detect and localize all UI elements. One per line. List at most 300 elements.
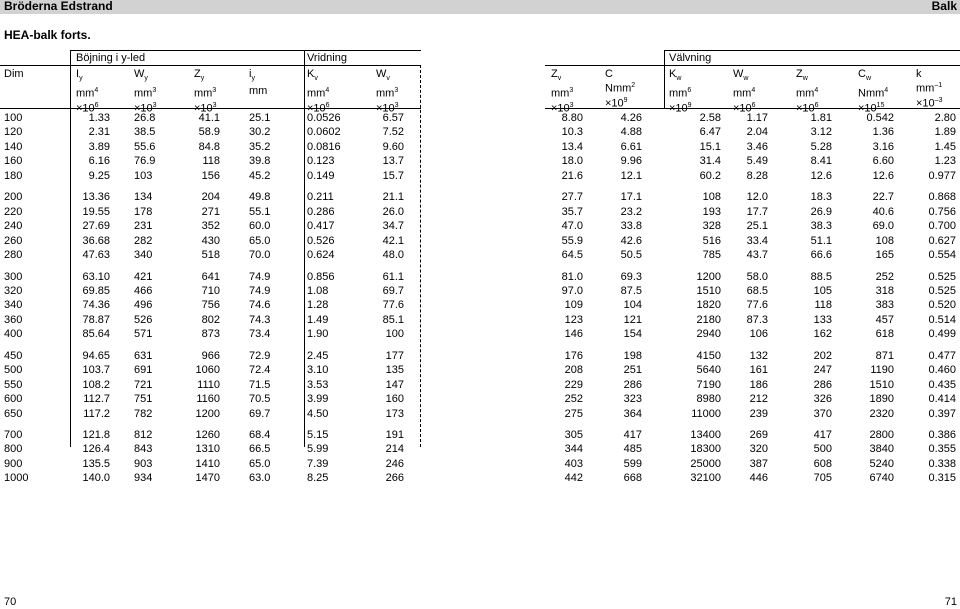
table-row	[0, 155, 960, 168]
table-cell: 108	[875, 235, 894, 247]
unit-text: mm	[194, 87, 213, 100]
table-cell: 286	[623, 379, 642, 391]
table-cell: 0.520	[928, 299, 956, 311]
table-cell: 266	[385, 472, 404, 484]
table-cell: 58.9	[198, 126, 220, 138]
table-cell: 305	[564, 429, 583, 441]
table-cell: 328	[702, 220, 721, 232]
table-cell: 135	[385, 364, 404, 376]
table-cell: 751	[134, 393, 153, 405]
table-cell: 457	[875, 314, 894, 326]
table-cell: 66.5	[249, 443, 271, 455]
table-cell: 1190	[870, 364, 894, 376]
table-row	[0, 393, 960, 406]
right-header-0-symbol	[551, 68, 574, 85]
symbol-subscript: v	[557, 75, 562, 83]
table-cell: 178	[134, 206, 153, 218]
table-cell: 843	[134, 443, 153, 455]
table-cell: 15.7	[382, 170, 404, 182]
multiplier-exponent: 6	[94, 101, 99, 109]
table-cell: 271	[201, 206, 220, 218]
multiplier-text: ×10	[733, 102, 752, 115]
table-cell: 430	[201, 235, 220, 247]
table-cell: 4.88	[620, 126, 642, 138]
table-cell: 0.477	[928, 350, 956, 362]
table-cell: 0.435	[928, 379, 956, 391]
group-warping: Välvning	[669, 52, 712, 64]
table-cell: 246	[385, 458, 404, 470]
right-header-5-unit	[858, 85, 888, 100]
table-cell: 0.554	[928, 249, 956, 261]
symbol: C	[858, 68, 866, 80]
warping-divider	[664, 50, 665, 108]
table-cell: 204	[201, 191, 220, 203]
symbol-subscript: w	[676, 75, 682, 83]
table-cell: 0.0526	[307, 112, 341, 124]
table-cell: 269	[749, 429, 768, 441]
symbol: W	[376, 68, 387, 80]
table-cell: 239	[749, 408, 768, 420]
right-header-4-unit	[796, 85, 819, 100]
table-cell: 1310	[195, 443, 220, 455]
table-cell: 9.60	[382, 141, 404, 153]
table-cell: 7.52	[382, 126, 404, 138]
table-row	[0, 285, 960, 298]
table-cell: 2.04	[746, 126, 768, 138]
table-cell: 1000	[4, 472, 29, 484]
table-cell: 12.6	[872, 170, 894, 182]
table-row	[0, 191, 960, 204]
multiplier-text: ×10	[76, 102, 95, 115]
table-cell: 105	[813, 285, 832, 297]
table-cell: 400	[4, 328, 23, 340]
table-cell: 43.7	[746, 249, 768, 261]
table-cell: 3.12	[810, 126, 832, 138]
table-cell: 2800	[869, 429, 894, 441]
table-cell: 286	[813, 379, 832, 391]
table-cell: 191	[385, 429, 404, 441]
table-cell: 118	[202, 155, 220, 167]
table-cell: 55.9	[561, 235, 583, 247]
table-cell: 0.338	[928, 458, 956, 470]
table-cell: 133	[813, 314, 832, 326]
table-cell: 518	[201, 249, 220, 261]
table-cell: 19.55	[82, 206, 110, 218]
table-cell: 0.856	[307, 271, 335, 283]
table-cell: 260	[4, 235, 23, 247]
table-cell: 69.7	[382, 285, 404, 297]
table-cell: 74.9	[249, 285, 271, 297]
table-cell: 3.16	[872, 141, 894, 153]
table-cell: 0.525	[928, 285, 956, 297]
table-cell: 340	[134, 249, 153, 261]
table-cell: 106	[749, 328, 768, 340]
table-cell: 76.9	[134, 155, 156, 167]
table-cell: 35.7	[561, 206, 583, 218]
table-cell: 1.89	[934, 126, 956, 138]
table-cell: 12.6	[810, 170, 832, 182]
table-cell: 252	[564, 393, 583, 405]
table-cell: 1510	[696, 285, 721, 297]
table-cell: 65.0	[249, 458, 271, 470]
unit-text: mm	[307, 87, 326, 100]
multiplier-text: ×10	[796, 102, 815, 115]
table-cell: 74.3	[249, 314, 271, 326]
table-cell: 77.6	[382, 299, 404, 311]
table-cell: 160	[385, 393, 404, 405]
left-header-0-multiplier	[4, 92, 24, 104]
table-cell: 323	[623, 393, 642, 405]
multiplier-exponent: 3	[212, 101, 217, 109]
page-number-left: 70	[4, 596, 17, 608]
table-cell: 608	[813, 458, 832, 470]
table-cell: 165	[875, 249, 894, 261]
table-cell: 23.2	[620, 206, 642, 218]
symbol-subscript: w	[865, 75, 872, 83]
unit-exponent: 6	[687, 87, 692, 95]
table-cell: 6.60	[872, 155, 894, 167]
table-cell: 1.28	[307, 299, 329, 311]
multiplier-exponent: 3	[394, 101, 399, 109]
table-cell: 1.90	[307, 328, 329, 340]
table-cell: 108.2	[82, 379, 110, 391]
table-cell: 88.5	[810, 271, 832, 283]
unit-text: mm	[916, 82, 935, 95]
table-cell: 446	[749, 472, 768, 484]
table-cell: 0.414	[928, 393, 956, 405]
right-header-6-symbol	[916, 68, 942, 80]
table-cell: 631	[134, 350, 153, 362]
table-cell: 13400	[690, 429, 721, 441]
table-cell: 8.25	[307, 472, 329, 484]
table-cell: 485	[623, 443, 642, 455]
table-cell: 103.7	[82, 364, 110, 376]
table-cell: 26.0	[382, 206, 404, 218]
table-cell: 442	[564, 472, 583, 484]
symbol: K	[669, 68, 677, 80]
warping-rule	[664, 50, 960, 51]
table-cell: 69.3	[620, 271, 642, 283]
table-cell: 45.2	[249, 170, 271, 182]
table-cell: 0.123	[307, 155, 335, 167]
table-cell: 41.1	[198, 112, 220, 124]
table-cell: 123	[564, 314, 583, 326]
table-cell: 61.1	[382, 271, 404, 283]
table-cell: 526	[134, 314, 153, 326]
table-cell: 9.96	[620, 155, 642, 167]
table-row	[0, 429, 960, 442]
table-cell: 50.5	[620, 249, 642, 261]
multiplier-exponent: 15	[876, 101, 885, 109]
table-cell: 214	[385, 443, 404, 455]
table-cell: 966	[201, 350, 220, 362]
table-cell: 63.0	[249, 472, 271, 484]
table-row	[0, 249, 960, 262]
unit-text: mm	[134, 87, 153, 100]
table-cell: 326	[813, 393, 832, 405]
group-torsion: Vridning	[307, 52, 347, 64]
table-cell: 3840	[869, 443, 894, 455]
table-cell: 208	[564, 364, 583, 376]
table-cell: 1110	[197, 379, 220, 391]
unit-exponent: 3	[152, 87, 157, 95]
table-cell: 74.36	[82, 299, 110, 311]
multiplier-text: ×10	[605, 97, 624, 110]
right-header-4-symbol	[796, 68, 819, 85]
table-cell: 466	[134, 285, 153, 297]
table-cell: 1820	[696, 299, 721, 311]
table-cell: 69.85	[82, 285, 110, 297]
table-cell: 903	[134, 458, 153, 470]
table-cell: 42.1	[382, 235, 404, 247]
multiplier-text: ×10	[376, 102, 395, 115]
table-row	[0, 271, 960, 284]
table-cell: 3.53	[307, 379, 329, 391]
table-row	[0, 314, 960, 327]
table-cell: 25.1	[746, 220, 768, 232]
table-cell: 13.36	[82, 191, 110, 203]
table-cell: 64.5	[561, 249, 583, 261]
unit-exponent: 4	[325, 87, 330, 95]
table-cell: 344	[564, 443, 583, 455]
multiplier-text: ×10	[551, 102, 570, 115]
table-cell: 27.69	[82, 220, 110, 232]
table-cell: 109	[564, 299, 583, 311]
unit-text: Nmm	[605, 82, 632, 95]
table-cell: 240	[4, 220, 23, 232]
right-header-0-unit	[551, 85, 574, 100]
right-header-2-unit	[669, 85, 692, 100]
multiplier-exponent: 6	[325, 101, 330, 109]
table-cell: 63.10	[82, 271, 110, 283]
table-cell: 1.17	[746, 112, 768, 124]
table-cell: 0.286	[307, 206, 335, 218]
table-cell: 599	[623, 458, 642, 470]
table-cell: 21.1	[382, 191, 404, 203]
table-cell: 5240	[869, 458, 894, 470]
table-cell: 103	[134, 170, 153, 182]
table-cell: 364	[623, 408, 642, 420]
table-cell: 12.1	[620, 170, 642, 182]
left-header-0	[4, 68, 24, 104]
multiplier-exponent: 6	[814, 101, 819, 109]
left-header-6	[376, 68, 399, 115]
table-cell: 252	[875, 271, 894, 283]
left-header-4	[249, 68, 267, 109]
table-cell: 5.49	[746, 155, 768, 167]
unit-text: mm	[249, 85, 268, 98]
table-cell: 282	[134, 235, 153, 247]
left-header-2-unit	[134, 85, 157, 100]
table-cell: 17.1	[620, 191, 642, 203]
unit-text: mm	[376, 87, 395, 100]
table-cell: 1.49	[307, 314, 329, 326]
table-row	[0, 443, 960, 456]
table-cell: 32100	[690, 472, 721, 484]
table-cell: 421	[134, 271, 153, 283]
table-cell: 121.8	[82, 429, 110, 441]
table-cell: 1060	[195, 364, 220, 376]
symbol: W	[733, 68, 744, 80]
table-cell: 1890	[869, 393, 894, 405]
table-cell: 500	[813, 443, 832, 455]
top-rule	[545, 65, 960, 66]
table-cell: 12.0	[746, 191, 768, 203]
table-row	[0, 141, 960, 154]
table-cell: 55.1	[249, 206, 271, 218]
symbol: Dim	[4, 68, 24, 80]
table-cell: 0.526	[307, 235, 335, 247]
multiplier-text: ×10	[194, 102, 213, 115]
unit-exponent: 3	[394, 87, 399, 95]
left-header-6-unit	[376, 85, 399, 100]
table-cell: 118	[814, 299, 832, 311]
table-cell: 173	[385, 408, 404, 420]
table-cell: 691	[134, 364, 153, 376]
table-cell: 134	[134, 191, 153, 203]
table-cell: 0.397	[928, 408, 956, 420]
table-row	[0, 206, 960, 219]
unit-exponent: 4	[884, 87, 889, 95]
multiplier-text: ×10	[134, 102, 153, 115]
symbol-subscript: y	[200, 75, 205, 83]
table-cell: 280	[4, 249, 23, 261]
table-row	[0, 170, 960, 183]
table-cell: 126.4	[82, 443, 110, 455]
symbol: i	[249, 68, 252, 80]
symbol-subscript: v	[314, 75, 318, 83]
table-cell: 1200	[195, 408, 220, 420]
table-cell: 85.1	[382, 314, 404, 326]
table-cell: 84.8	[198, 141, 220, 153]
table-cell: 15.1	[699, 141, 721, 153]
table-cell: 97.0	[561, 285, 583, 297]
table-cell: 785	[702, 249, 721, 261]
section-name: Balk	[931, 0, 957, 13]
right-header-6-multiplier	[916, 95, 942, 110]
table-cell: 33.4	[746, 235, 768, 247]
multiplier-text: ×10	[916, 97, 935, 110]
table-cell: 403	[564, 458, 583, 470]
table-cell: 72.4	[249, 364, 271, 376]
left-header-1-symbol	[76, 68, 99, 85]
table-cell: 231	[134, 220, 153, 232]
left-header-0-unit	[4, 80, 24, 92]
table-cell: 1.45	[934, 141, 956, 153]
unit-text: mm	[796, 87, 815, 100]
table-cell: 71.5	[249, 379, 271, 391]
table-cell: 800	[4, 443, 23, 455]
table-cell: 40.6	[872, 206, 894, 218]
table-cell: 160	[4, 155, 23, 167]
table-cell: 55.6	[134, 141, 156, 153]
table-cell: 8.80	[561, 112, 583, 124]
table-cell: 11000	[691, 408, 721, 420]
table-cell: 934	[134, 472, 153, 484]
table-cell: 3.46	[746, 141, 768, 153]
table-cell: 8.28	[746, 170, 768, 182]
unit-text: mm	[733, 87, 752, 100]
table-cell: 0.149	[307, 170, 335, 182]
table-cell: 117.2	[83, 408, 110, 420]
table-cell: 13.4	[561, 141, 583, 153]
unit-exponent: 3	[212, 87, 217, 95]
table-cell: 74.6	[249, 299, 271, 311]
table-cell: 65.0	[249, 235, 271, 247]
table-cell: 48.0	[382, 249, 404, 261]
table-cell: 360	[4, 314, 23, 326]
table-cell: 0.756	[928, 206, 956, 218]
table-cell: 193	[702, 206, 721, 218]
table-row	[0, 220, 960, 233]
page-number-right: 71	[944, 596, 957, 608]
table-cell: 6740	[869, 472, 894, 484]
table-cell: 70.5	[249, 393, 271, 405]
multiplier-exponent: 9	[623, 96, 628, 104]
table-cell: 26.9	[810, 206, 832, 218]
table-cell: 34.7	[382, 220, 404, 232]
multiplier-exponent: 3	[569, 101, 574, 109]
table-cell: 60.2	[699, 170, 721, 182]
table-cell: 180	[4, 170, 23, 182]
table-cell: 0.355	[928, 443, 956, 455]
table-cell: 700	[4, 429, 23, 441]
right-header-6-unit	[916, 80, 942, 95]
table-cell: 68.5	[746, 285, 768, 297]
unit-exponent: 4	[751, 87, 756, 95]
symbol-subscript: w	[802, 75, 808, 83]
table-row	[0, 112, 960, 125]
table-cell: 0.627	[928, 235, 956, 247]
table-row	[0, 126, 960, 139]
table-row	[0, 408, 960, 421]
table-cell: 38.3	[810, 220, 832, 232]
left-header-0-symbol	[4, 68, 24, 80]
table-cell: 550	[4, 379, 23, 391]
table-cell: 31.4	[699, 155, 721, 167]
table-cell: 69.0	[872, 220, 894, 232]
table-cell: 5.15	[307, 429, 329, 441]
multiplier-text: ×10	[307, 102, 326, 115]
table-cell: 68.4	[249, 429, 271, 441]
unit-exponent: 2	[631, 82, 636, 89]
unit-text: mm	[76, 87, 95, 100]
table-cell: 812	[134, 429, 153, 441]
table-cell: 3.99	[307, 393, 329, 405]
table-cell: 186	[749, 379, 768, 391]
table-cell: 0.211	[307, 191, 334, 203]
table-cell: 8.41	[810, 155, 832, 167]
table-cell: 100	[385, 328, 404, 340]
table-row	[0, 299, 960, 312]
table-cell: 0.977	[928, 170, 956, 182]
symbol: Z	[194, 68, 201, 80]
table-cell: 6.61	[620, 141, 642, 153]
table-cell: 0.525	[928, 271, 956, 283]
table-cell: 1.08	[307, 285, 329, 297]
table-cell: 9.25	[88, 170, 110, 182]
brand-name: Bröderna Edstrand	[4, 0, 113, 13]
table-cell: 30.2	[249, 126, 271, 138]
table-cell: 871	[875, 350, 894, 362]
table-cell: 198	[623, 350, 642, 362]
table-cell: 17.7	[746, 206, 768, 218]
table-cell: 2180	[696, 314, 721, 326]
torsion-rule	[304, 50, 421, 51]
table-row	[0, 379, 960, 392]
table-cell: 571	[134, 328, 153, 340]
left-header-5-symbol	[307, 68, 330, 85]
